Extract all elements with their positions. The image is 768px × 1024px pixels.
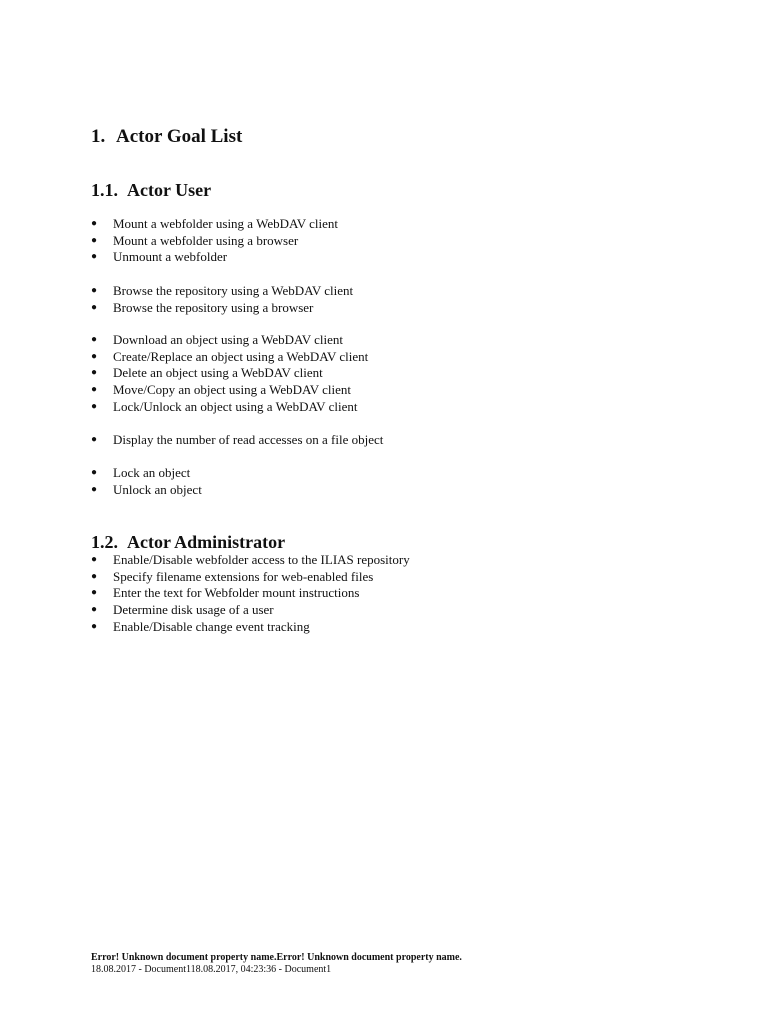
bullet-icon: ● <box>91 400 98 412</box>
user-goal-list-group <box>91 283 353 316</box>
footer-date-line: 18.08.2017 - Document118.08.2017, 04:23:36 - Document1 <box>91 964 332 975</box>
bullet-icon: ● <box>91 251 98 263</box>
list-item: ● Create/Replace an object using a WebDAV client <box>91 348 369 364</box>
bullet-icon: ● <box>91 434 98 445</box>
footer-error-line: Error! Unknown document property name.Error! Unknown document property name. <box>91 952 462 963</box>
heading-number: 1.2. <box>91 532 118 552</box>
heading-actor-administrator <box>91 532 285 553</box>
bullet-icon: ● <box>91 554 98 565</box>
list-item: ● Determine disk usage of a user <box>91 602 274 618</box>
bullet-icon: ● <box>91 334 98 345</box>
admin-goal-list <box>91 552 410 635</box>
list-item: ● Specify filename extensions for web-enabled files <box>91 568 374 584</box>
user-goal-list-group <box>91 432 383 449</box>
bullet-icon: ● <box>91 587 98 599</box>
bullet-icon: ● <box>91 483 98 495</box>
bullet-icon: ● <box>91 350 98 362</box>
heading-title: Actor Administrator <box>127 532 286 552</box>
list-item: ● Enter the text for Webfolder mount instructions <box>91 585 360 601</box>
list-item: ● Move/Copy an object using a WebDAV client <box>91 382 351 398</box>
bullet-icon: ● <box>91 234 98 246</box>
bullet-icon: ● <box>91 367 98 379</box>
heading-actor-user <box>91 180 211 201</box>
list-item: ● Lock/Unlock an object using a WebDAV client <box>91 398 358 414</box>
list-item: ● Enable/Disable change event tracking <box>91 618 310 634</box>
bullet-icon: ● <box>91 218 98 229</box>
bullet-icon: ● <box>91 604 98 616</box>
bullet-icon: ● <box>91 620 98 632</box>
user-goal-list-group <box>91 216 338 266</box>
bullet-icon: ● <box>91 467 98 478</box>
list-item: ● Enable/Disable webfolder access to the ILIAS repository <box>91 552 410 567</box>
bullet-icon: ● <box>91 285 98 296</box>
bullet-icon: ● <box>91 301 98 313</box>
heading-title: Actor User <box>127 180 212 200</box>
user-goal-list-group <box>91 332 368 415</box>
bullet-icon: ● <box>91 384 98 396</box>
heading-actor-goal-list <box>91 126 242 148</box>
list-item: ● Browse the repository using a browser <box>91 299 314 315</box>
heading-number: 1.1. <box>91 180 118 200</box>
list-item: ● Delete an object using a WebDAV client <box>91 365 323 381</box>
list-item: ● Unlock an object <box>91 481 202 497</box>
list-item: ● Mount a webfolder using a browser <box>91 232 299 248</box>
list-item: ● Browse the repository using a WebDAV client <box>91 283 354 298</box>
bullet-icon: ● <box>91 570 98 582</box>
list-item: ● Mount a webfolder using a WebDAV client <box>91 216 338 231</box>
list-item: ● Display the number of read accesses on a file object <box>91 432 384 447</box>
list-item: ● Unmount a webfolder <box>91 249 228 265</box>
user-goal-list-group <box>91 465 202 498</box>
heading-title: Actor Goal List <box>116 126 243 147</box>
heading-number: 1. <box>91 126 106 147</box>
list-item: ● Download an object using a WebDAV client <box>91 332 344 347</box>
page-footer <box>91 952 462 976</box>
list-item: ● Lock an object <box>91 465 191 480</box>
